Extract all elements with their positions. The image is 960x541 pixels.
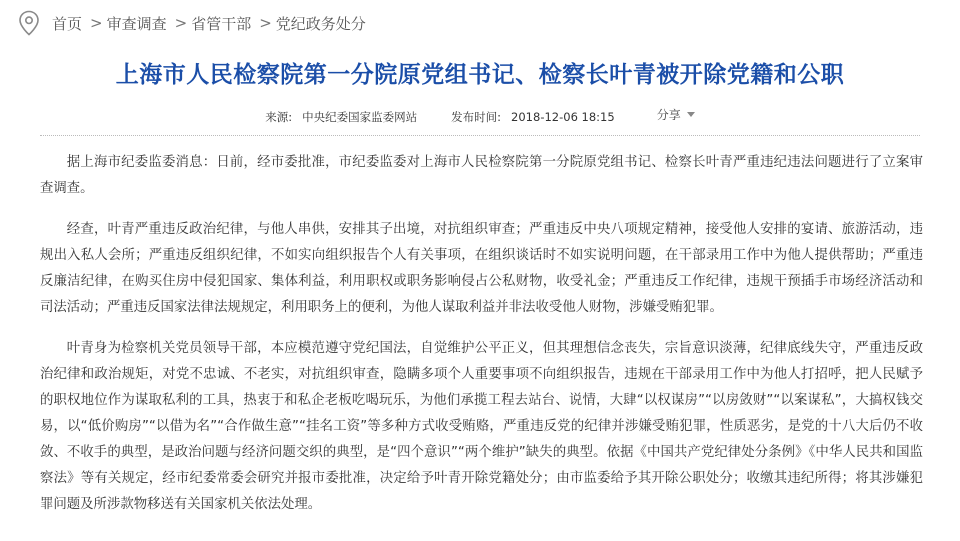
breadcrumb-separator: > (90, 14, 103, 32)
source-value: 中央纪委国家监委网站 (302, 109, 418, 124)
breadcrumb-home-link[interactable]: 首页 (52, 14, 83, 33)
share-label: 分享 (656, 108, 681, 122)
article-paragraph: 据上海市纪委监委消息：日前，经市委批准，市纪委监委对上海市人民检察院第一分院原党组书记、检察长叶青严重违纪违法问题进行了立案审查调查。 (40, 155, 923, 196)
article-paragraph: 叶青身为检察机关党员领导干部，本应模范遵守党纪国法，自觉维护公平正义，但其理想信念丧失，宗旨意识淡薄，纪律底线失守，严重违反政治纪律和政治规矩，对党不忠诚、不老实，对抗组织审查，隐瞒多项个人重要事项不向组织报告，违规在干部录用工作中为他人打招呼，把人民赋予的职权地位作为谋取私利的工具，热衷于和私企老板吃喝玩乐，为他们承揽工程去站台、说情，大肆“以权谋房”“以房敛财”“以案谋私”，大搞权钱交易，以“低价购房”“以借为名”“合作做生意”“挂名工资”等多种方式收受贿赂，严重违反党的纪律并涉嫌受贿犯罪，性质恶劣，是党的十八大后仍不收敛、不收手的典型，是政治问题与经济问题交织的典型，是“四个意识”“两个维护”缺失的典型。依据《中国共产党纪律处分条例》《中华人民共和国监察法》等有关规定，经市纪委常委会研究并报市委批准，决定给予叶青开除党籍处分；由市监委给予其开除公职处分；收缴其违纪所得；将其涉嫌犯罪问题及所涉款物移送有关国家机关依法处理。 (40, 341, 923, 512)
breadcrumb-separator: > (259, 14, 272, 32)
breadcrumb (18, 6, 366, 40)
publish-time-label: 发布时间: (451, 109, 502, 124)
location-pin-icon (18, 10, 40, 36)
breadcrumb-disciplinary-sanctions-link[interactable]: 党纪政务处分 (275, 14, 366, 33)
article-title: 上海市人民检察院第一分院原党组书记、检察长叶青被开除党籍和公职 (115, 61, 845, 88)
share-button[interactable] (657, 106, 695, 123)
breadcrumb-separator: > (174, 14, 188, 32)
source-label: 来源: (265, 109, 293, 124)
publish-time-value: 2018-12-06 18:15 (511, 109, 615, 124)
breadcrumb-provincial-cadres-link[interactable]: 省管干部 (191, 14, 252, 33)
article-source (265, 109, 417, 125)
article-meta (0, 108, 960, 125)
article-publish-time (451, 109, 615, 125)
article-paragraph: 经查，叶青严重违反政治纪律，与他人串供，安排其子出境，对抗组织审查；严重违反中央八项规定精神，接受他人安排的宴请、旅游活动，违规出入私人会所；严重违反组织纪律，不如实向组织报告个人有关事项，在组织谈话时不如实说明问题，在干部录用工作中为他人提供帮助；严重违反廉洁纪律，在购买住房中侵犯国家、集体利益，利用职权或职务影响侵占公私财物，收受礼金；严重违反工作纪律，违规干预插手市场经济活动和司法活动；严重违反国家法律法规规定，利用职务上的便利，为他人谋取利益并非法收受他人财物，涉嫌受贿犯罪。 (40, 222, 923, 315)
article-body (40, 150, 923, 533)
caret-down-icon (687, 112, 695, 117)
meta-divider (40, 135, 920, 136)
breadcrumb-investigation-link[interactable]: 审查调查 (106, 14, 167, 33)
